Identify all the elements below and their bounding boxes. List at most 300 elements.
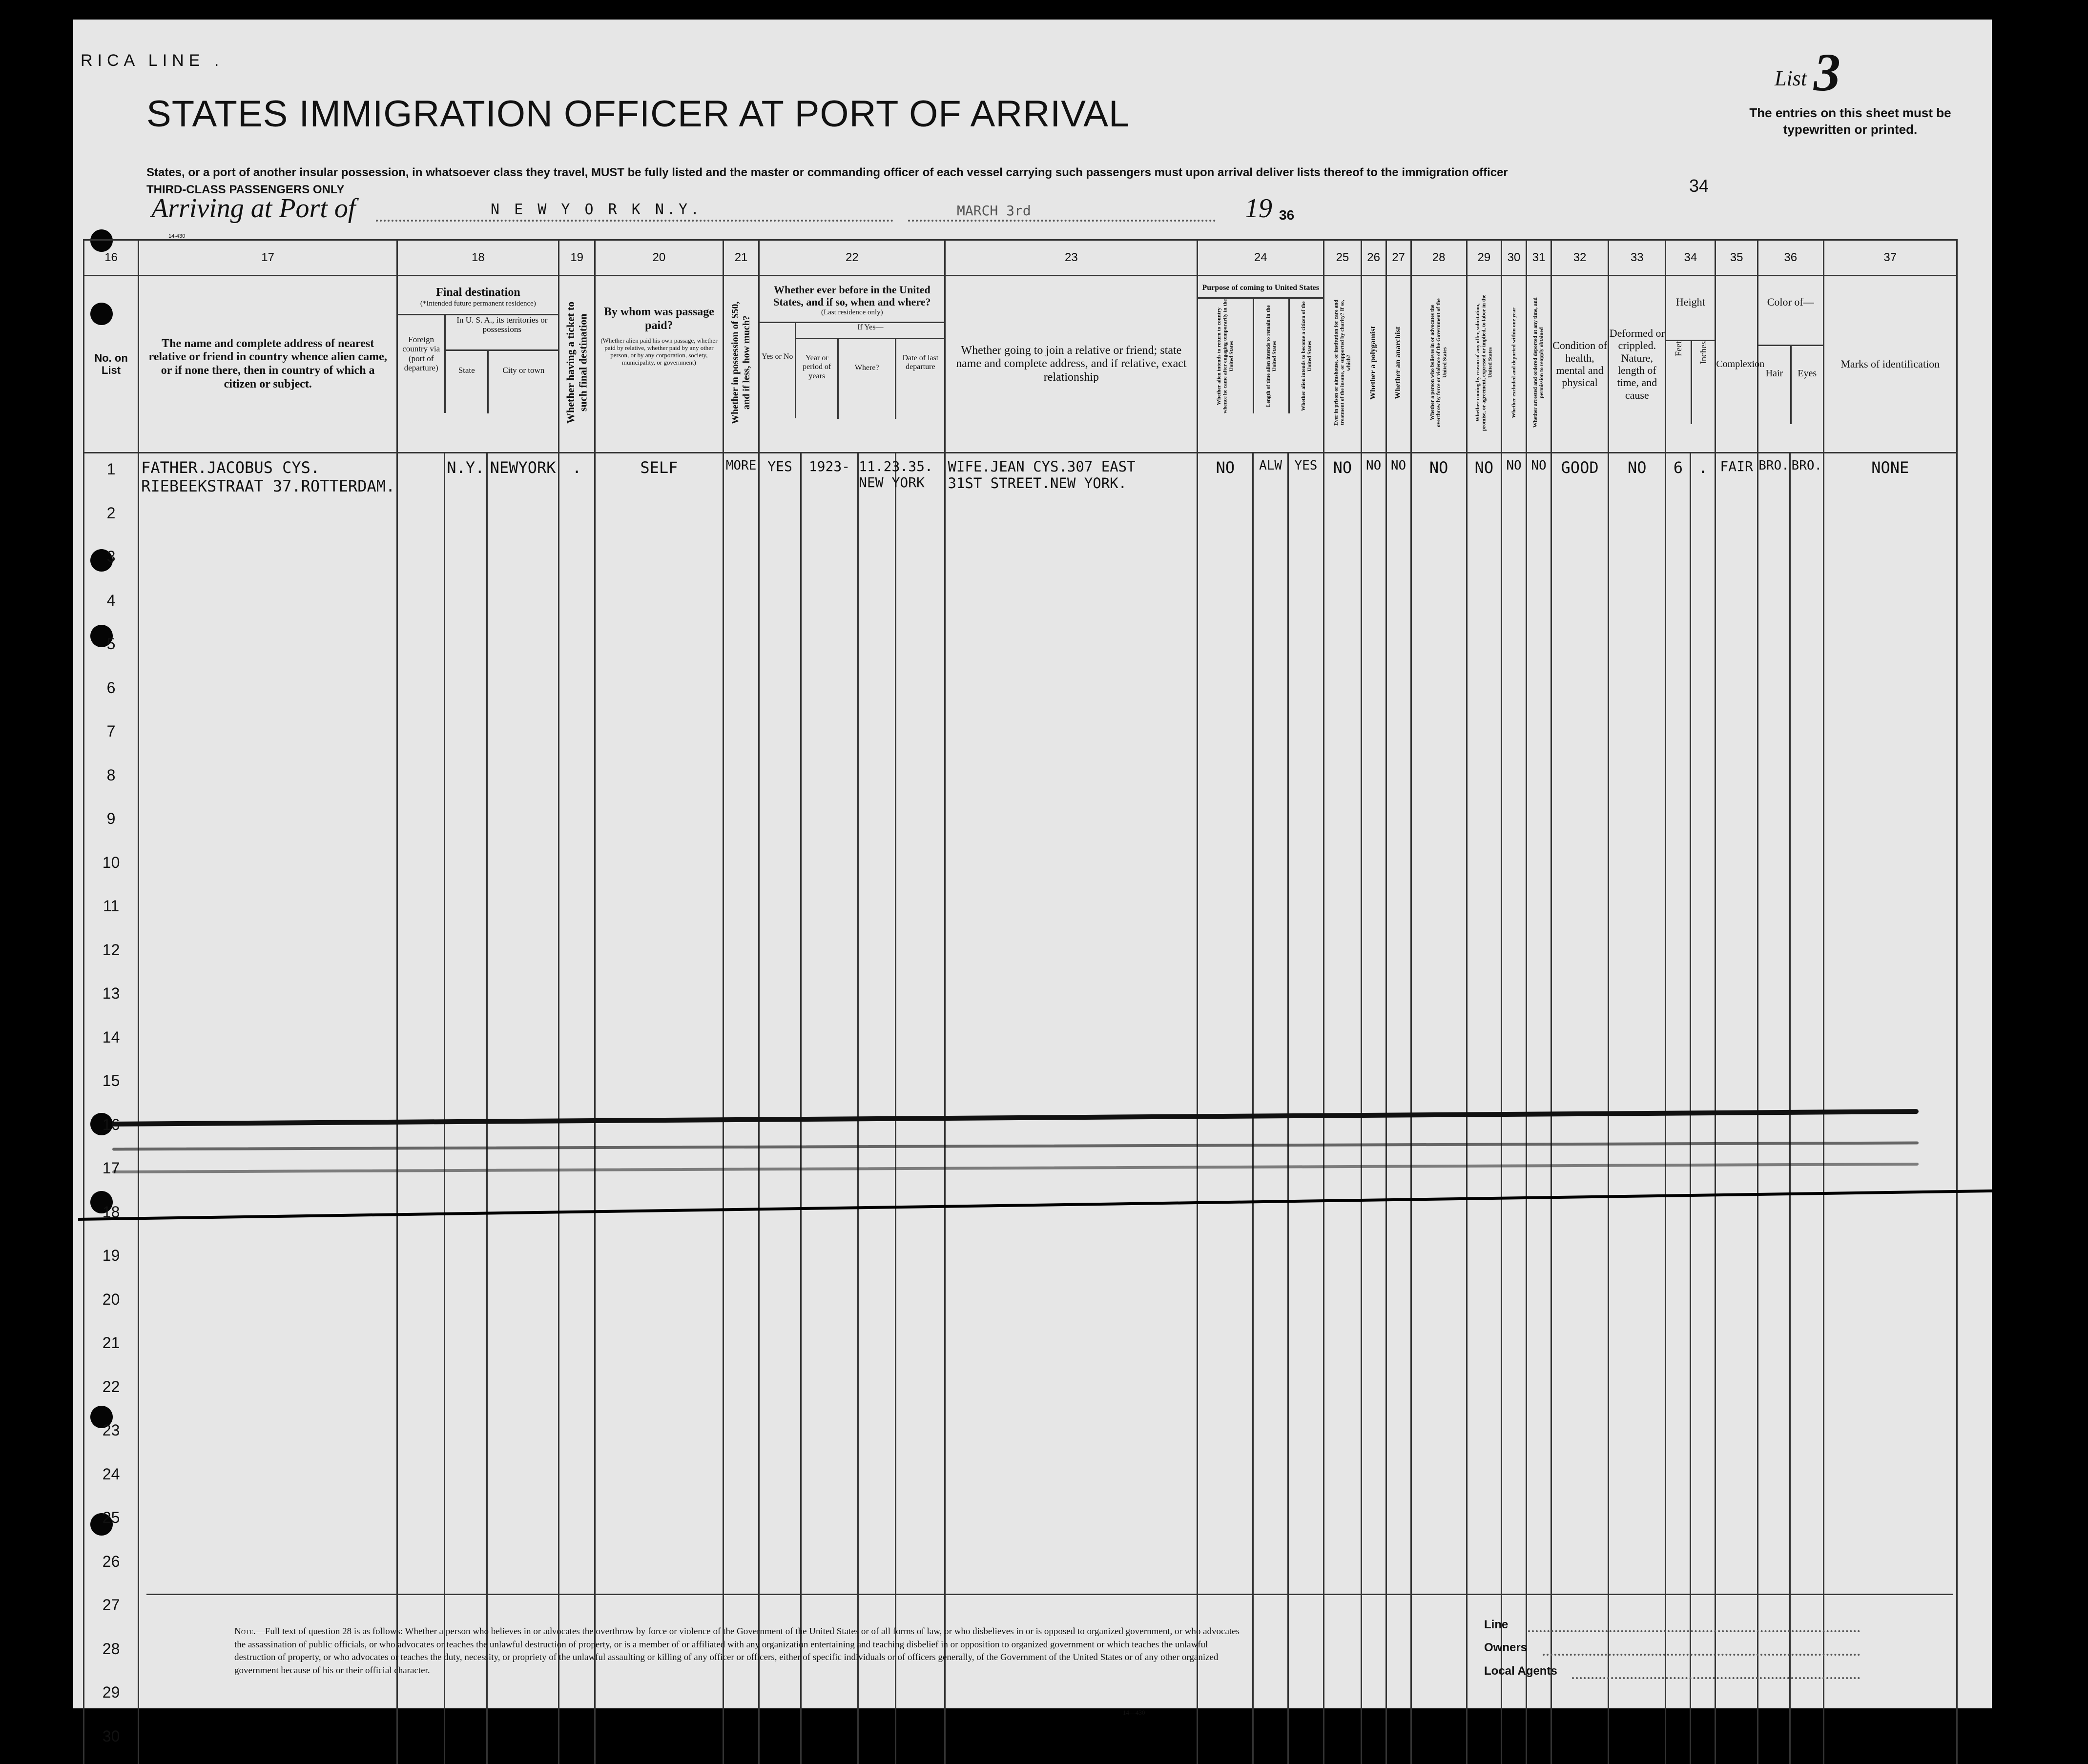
empty-cell	[1467, 978, 1501, 1022]
line-name-fragment: RICA LINE .	[81, 51, 224, 70]
complexion-cell: FAIR	[1716, 453, 1758, 497]
empty-cell	[1361, 847, 1386, 891]
empty-cell	[139, 1284, 397, 1328]
empty-cell	[1467, 1284, 1501, 1328]
empty-cell	[397, 978, 445, 1022]
empty-cell	[1361, 1677, 1386, 1721]
empty-cell	[945, 716, 1198, 759]
col-number: 34	[1666, 240, 1716, 276]
empty-cell	[1527, 1022, 1551, 1066]
empty-cell	[1324, 541, 1361, 585]
empty-cell	[945, 1022, 1198, 1066]
empty-cell	[1691, 1721, 1716, 1764]
empty-cell	[759, 1677, 801, 1721]
empty-cell	[1691, 1152, 1716, 1196]
empty-cell	[1386, 1415, 1411, 1458]
empty-cell	[397, 890, 445, 934]
empty-cell	[1361, 1721, 1386, 1764]
empty-cell	[1288, 1589, 1323, 1633]
row-number: 12	[84, 934, 139, 978]
empty-cell	[1716, 1196, 1758, 1240]
empty-cell	[1790, 1589, 1823, 1633]
empty-cell	[1716, 934, 1758, 978]
empty-cell	[1411, 759, 1467, 803]
empty-cell	[1467, 585, 1501, 629]
empty-cell	[1467, 1196, 1501, 1240]
empty-cell	[1324, 1458, 1361, 1502]
empty-cell	[1361, 759, 1386, 803]
empty-cell	[1324, 1327, 1361, 1371]
empty-cell	[801, 1152, 858, 1196]
date-line	[908, 220, 1216, 222]
empty-cell	[1198, 1022, 1253, 1066]
where-header: Where?	[839, 339, 896, 419]
empty-cell	[139, 934, 397, 978]
empty-cell	[895, 1065, 945, 1109]
empty-cell	[1757, 716, 1790, 759]
empty-cell	[397, 541, 445, 585]
empty-cell	[945, 1502, 1198, 1546]
empty-cell	[1288, 628, 1323, 672]
empty-cell	[1253, 759, 1288, 803]
empty-cell	[1324, 1677, 1361, 1721]
header-polygamist	[1361, 276, 1386, 453]
empty-cell	[1790, 541, 1823, 585]
empty-cell	[1666, 803, 1691, 847]
header-nearest-relative: The name and complete address of nearest relative or friend in country whence alien came, or if none there, then in country of which a citizen or subject.	[139, 276, 397, 453]
empty-cell	[1198, 1546, 1253, 1590]
empty-cell	[1288, 847, 1323, 891]
empty-cell	[1757, 1196, 1790, 1240]
list-label: List	[1775, 66, 1807, 91]
empty-cell	[1288, 934, 1323, 978]
empty-cell	[1527, 1327, 1551, 1371]
arriving-label: Arriving at Port of	[151, 193, 355, 224]
empty-cell	[1324, 1415, 1361, 1458]
empty-cell	[1551, 759, 1608, 803]
empty-cell	[1253, 1152, 1288, 1196]
empty-cell	[487, 1022, 559, 1066]
empty-cell	[1288, 1546, 1323, 1590]
empty-cell	[139, 1371, 397, 1415]
empty-cell	[397, 934, 445, 978]
empty-cell	[895, 1284, 945, 1328]
year-period-cell: 1923-	[801, 453, 858, 497]
empty-cell	[895, 1022, 945, 1066]
inches-cell: .	[1691, 453, 1716, 497]
header-deported	[1527, 276, 1551, 453]
return-cell: NO	[1198, 453, 1253, 497]
empty-cell	[723, 585, 759, 629]
empty-cell	[1253, 1589, 1288, 1633]
empty-cell	[1666, 1502, 1691, 1546]
empty-cell	[759, 890, 801, 934]
empty-cell	[759, 541, 801, 585]
empty-cell	[895, 1502, 945, 1546]
empty-cell	[139, 716, 397, 759]
empty-cell	[1716, 1152, 1758, 1196]
empty-cell	[1361, 1327, 1386, 1371]
empty-cell	[1823, 1065, 1957, 1109]
empty-cell	[759, 803, 801, 847]
empty-cell	[139, 1065, 397, 1109]
year-prefix: 19	[1245, 193, 1272, 224]
empty-cell	[723, 1546, 759, 1590]
final-destination-sub: (*Intended future permanent residence)	[398, 300, 558, 308]
table-row	[84, 1284, 1957, 1328]
empty-cell	[858, 1284, 895, 1328]
empty-cell	[895, 1240, 945, 1284]
empty-cell	[895, 1677, 945, 1721]
empty-cell	[1411, 1065, 1467, 1109]
empty-cell	[1757, 585, 1790, 629]
empty-cell	[139, 1415, 397, 1458]
empty-cell	[1467, 759, 1501, 803]
empty-cell	[1823, 1546, 1957, 1590]
empty-cell	[1467, 1458, 1501, 1502]
empty-cell	[487, 1371, 559, 1415]
empty-cell	[1411, 1196, 1467, 1240]
empty-cell	[1666, 1240, 1691, 1284]
empty-cell	[487, 847, 559, 891]
empty-cell	[595, 541, 723, 585]
empty-cell	[445, 497, 487, 541]
empty-cell	[759, 1152, 801, 1196]
empty-cell	[1757, 847, 1790, 891]
prison-cell: NO	[1324, 453, 1361, 497]
empty-cell	[445, 1415, 487, 1458]
empty-cell	[1790, 1109, 1823, 1153]
empty-cell	[1757, 1022, 1790, 1066]
empty-cell	[1716, 1502, 1758, 1546]
table-row	[84, 978, 1957, 1022]
empty-cell	[801, 1196, 858, 1240]
empty-cell	[1790, 1546, 1823, 1590]
empty-cell	[1666, 716, 1691, 759]
empty-cell	[801, 1415, 858, 1458]
empty-cell	[1288, 1458, 1323, 1502]
empty-cell	[1691, 803, 1716, 847]
row-number: 14	[84, 1022, 139, 1066]
empty-cell	[801, 1022, 858, 1066]
empty-cell	[1823, 803, 1957, 847]
where-cell	[858, 453, 895, 497]
empty-cell	[1823, 1327, 1957, 1371]
empty-cell	[1527, 1065, 1551, 1109]
table-row	[84, 497, 1957, 541]
empty-cell	[1324, 803, 1361, 847]
empty-cell	[945, 1458, 1198, 1502]
empty-cell	[1361, 934, 1386, 978]
empty-cell	[445, 978, 487, 1022]
empty-cell	[1691, 716, 1716, 759]
row-number: 27	[84, 1589, 139, 1633]
empty-cell	[1253, 1502, 1288, 1546]
empty-cell	[1324, 1502, 1361, 1546]
empty-cell	[595, 1721, 723, 1764]
relative-line-1: FATHER.JACOBUS CYS.	[141, 458, 396, 477]
empty-cell	[1691, 1415, 1716, 1458]
owners-label: Owners	[1484, 1641, 1527, 1655]
empty-cell	[858, 1415, 895, 1458]
empty-cell	[1411, 585, 1467, 629]
empty-cell	[1691, 1589, 1716, 1633]
empty-cell	[397, 497, 445, 541]
empty-cell	[1551, 497, 1608, 541]
empty-cell	[1609, 1721, 1666, 1764]
empty-cell	[1823, 1196, 1957, 1240]
joining-relative-cell	[945, 453, 1198, 497]
empty-cell	[1551, 978, 1608, 1022]
empty-cell	[487, 585, 559, 629]
empty-cell	[1411, 1633, 1467, 1677]
empty-cell	[1386, 1677, 1411, 1721]
height-title: Height	[1666, 296, 1715, 340]
empty-cell	[397, 1415, 445, 1458]
empty-cell	[1386, 759, 1411, 803]
empty-cell	[1361, 978, 1386, 1022]
empty-cell	[139, 1109, 397, 1153]
empty-cell	[759, 1721, 801, 1764]
final-destination-title: Final destination	[398, 286, 558, 300]
empty-cell	[1253, 1458, 1288, 1502]
empty-cell	[445, 890, 487, 934]
form-title: STATES IMMIGRATION OFFICER AT PORT OF ARRIVAL	[146, 93, 1130, 135]
empty-cell	[1527, 803, 1551, 847]
empty-cell	[723, 978, 759, 1022]
empty-cell	[1253, 1240, 1288, 1284]
empty-cell	[1757, 1240, 1790, 1284]
empty-cell	[1527, 1284, 1551, 1328]
table-row	[84, 934, 1957, 978]
empty-cell	[1411, 1589, 1467, 1633]
anarchist-header-text: Whether an anarchist	[1394, 327, 1403, 399]
empty-cell	[801, 1327, 858, 1371]
empty-cell	[139, 803, 397, 847]
empty-cell	[1716, 1415, 1758, 1458]
empty-cell	[1757, 541, 1790, 585]
empty-cell	[1411, 1371, 1467, 1415]
empty-cell	[1716, 585, 1758, 629]
row-number: 5	[84, 628, 139, 672]
empty-cell	[1609, 1677, 1666, 1721]
empty-cell	[723, 1022, 759, 1066]
empty-cell	[1411, 1721, 1467, 1764]
empty-cell	[1716, 1677, 1758, 1721]
header-deformed: Deformed or crippled. Nature, length of time, and cause	[1609, 276, 1666, 453]
empty-cell	[858, 1546, 895, 1590]
empty-cell	[1324, 585, 1361, 629]
empty-cell	[945, 1152, 1198, 1196]
empty-cell	[397, 1327, 445, 1371]
empty-cell	[945, 847, 1198, 891]
empty-cell	[1716, 1240, 1758, 1284]
deported-cell: NO	[1527, 453, 1551, 497]
empty-cell	[1253, 1633, 1288, 1677]
empty-cell	[1790, 1721, 1823, 1764]
color-title: Color of—	[1758, 296, 1823, 345]
empty-cell	[1757, 803, 1790, 847]
empty-cell	[858, 716, 895, 759]
empty-cell	[445, 803, 487, 847]
empty-cell	[1288, 1502, 1323, 1546]
empty-cell	[1716, 978, 1758, 1022]
row-number: 6	[84, 672, 139, 716]
ticket-cell: .	[559, 453, 595, 497]
empty-cell	[1288, 1284, 1323, 1328]
purpose-length-header: Length of time alien intends to remain in the United States	[1265, 299, 1278, 413]
empty-cell	[445, 847, 487, 891]
empty-cell	[559, 1546, 595, 1590]
empty-cell	[1386, 1284, 1411, 1328]
empty-cell	[1527, 585, 1551, 629]
empty-cell	[1253, 847, 1288, 891]
empty-cell	[445, 1721, 487, 1764]
empty-cell	[1361, 1458, 1386, 1502]
empty-cell	[1361, 1502, 1386, 1546]
col-number: 19	[559, 240, 595, 276]
col-number: 33	[1609, 240, 1666, 276]
empty-cell	[397, 1721, 445, 1764]
empty-cell	[397, 716, 445, 759]
empty-cell	[858, 1327, 895, 1371]
empty-cell	[1502, 1415, 1527, 1458]
empty-cell	[1198, 1677, 1253, 1721]
empty-cell	[1411, 672, 1467, 716]
empty-cell	[595, 585, 723, 629]
empty-cell	[397, 1502, 445, 1546]
empty-cell	[397, 1546, 445, 1590]
empty-cell	[895, 585, 945, 629]
empty-cell	[1198, 1284, 1253, 1328]
empty-cell	[1198, 1371, 1253, 1415]
empty-cell	[1324, 759, 1361, 803]
empty-cell	[858, 1065, 895, 1109]
empty-cell	[1551, 628, 1608, 672]
table-row	[84, 1546, 1957, 1590]
empty-cell	[1666, 541, 1691, 585]
empty-cell	[487, 1458, 559, 1502]
empty-cell	[895, 497, 945, 541]
empty-cell	[1502, 1152, 1527, 1196]
empty-cell	[945, 1327, 1198, 1371]
empty-cell	[1790, 1196, 1823, 1240]
row-number: 9	[84, 803, 139, 847]
empty-cell	[858, 672, 895, 716]
empty-cell	[445, 1065, 487, 1109]
empty-cell	[945, 1546, 1198, 1590]
empty-cell	[1666, 1458, 1691, 1502]
empty-cell	[945, 1721, 1198, 1764]
empty-cell	[1386, 1721, 1411, 1764]
deported-header-text: Whether arrested and ordered deported at any time, and permission to reapply obtained	[1532, 294, 1545, 431]
empty-cell	[945, 585, 1198, 629]
empty-cell	[397, 1284, 445, 1328]
empty-cell	[759, 1327, 801, 1371]
empty-cell	[1691, 497, 1716, 541]
empty-cell	[1324, 1371, 1361, 1415]
row-number: 30	[84, 1721, 139, 1764]
empty-cell	[595, 1458, 723, 1502]
empty-cell	[595, 628, 723, 672]
empty-cell	[1324, 1284, 1361, 1328]
empty-cell	[1502, 1677, 1527, 1721]
empty-cell	[1467, 1677, 1501, 1721]
empty-cell	[895, 1327, 945, 1371]
yes-no-header: Yes or No	[760, 323, 796, 418]
empty-cell	[895, 890, 945, 934]
empty-cell	[139, 541, 397, 585]
empty-cell	[1823, 1502, 1957, 1546]
empty-cell	[945, 934, 1198, 978]
empty-cell	[487, 1240, 559, 1284]
empty-cell	[1198, 1152, 1253, 1196]
empty-cell	[595, 1677, 723, 1721]
empty-cell	[1198, 1065, 1253, 1109]
empty-cell	[1527, 1458, 1551, 1502]
empty-cell	[1502, 1327, 1527, 1371]
empty-cell	[139, 672, 397, 716]
eyes-cell: BRO.	[1790, 453, 1823, 497]
empty-cell	[759, 847, 801, 891]
feet-cell: 6	[1666, 453, 1691, 497]
empty-cell	[1411, 1284, 1467, 1328]
table-row	[84, 716, 1957, 759]
empty-cell	[1757, 978, 1790, 1022]
empty-cell	[1411, 847, 1467, 891]
empty-cell	[1716, 759, 1758, 803]
empty-cell	[1691, 890, 1716, 934]
empty-cell	[945, 759, 1198, 803]
empty-cell	[1527, 541, 1551, 585]
table-row	[84, 541, 1957, 585]
empty-cell	[1527, 978, 1551, 1022]
empty-cell	[1386, 1458, 1411, 1502]
passage-paid-cell: SELF	[595, 453, 723, 497]
empty-cell	[1823, 1458, 1957, 1502]
empty-cell	[445, 1546, 487, 1590]
row-number: 22	[84, 1371, 139, 1415]
row-number: 23	[84, 1415, 139, 1458]
col-number: 25	[1324, 240, 1361, 276]
empty-cell	[759, 1240, 801, 1284]
empty-cell	[1253, 1721, 1288, 1764]
empty-cell	[1386, 1327, 1411, 1371]
empty-cell	[895, 978, 945, 1022]
empty-cell	[723, 890, 759, 934]
empty-cell	[1527, 934, 1551, 978]
grid-bottom-rule	[146, 1594, 1953, 1595]
empty-cell	[1361, 1196, 1386, 1240]
health-cell: GOOD	[1551, 453, 1608, 497]
empty-cell	[1467, 1721, 1501, 1764]
empty-cell	[1411, 1546, 1467, 1590]
table-row	[84, 1371, 1957, 1415]
labor-offer-cell: NO	[1467, 453, 1501, 497]
empty-cell	[1386, 628, 1411, 672]
table-row	[84, 1327, 1957, 1371]
empty-cell	[1609, 585, 1666, 629]
empty-cell	[1716, 1109, 1758, 1153]
empty-cell	[397, 847, 445, 891]
empty-cell	[139, 847, 397, 891]
empty-cell	[801, 978, 858, 1022]
col-number: 18	[397, 240, 559, 276]
empty-cell	[895, 628, 945, 672]
form-code: 14-430	[168, 233, 185, 239]
empty-cell	[1198, 497, 1253, 541]
foreign-country-header: Foreign country via (port of departure)	[398, 315, 446, 413]
